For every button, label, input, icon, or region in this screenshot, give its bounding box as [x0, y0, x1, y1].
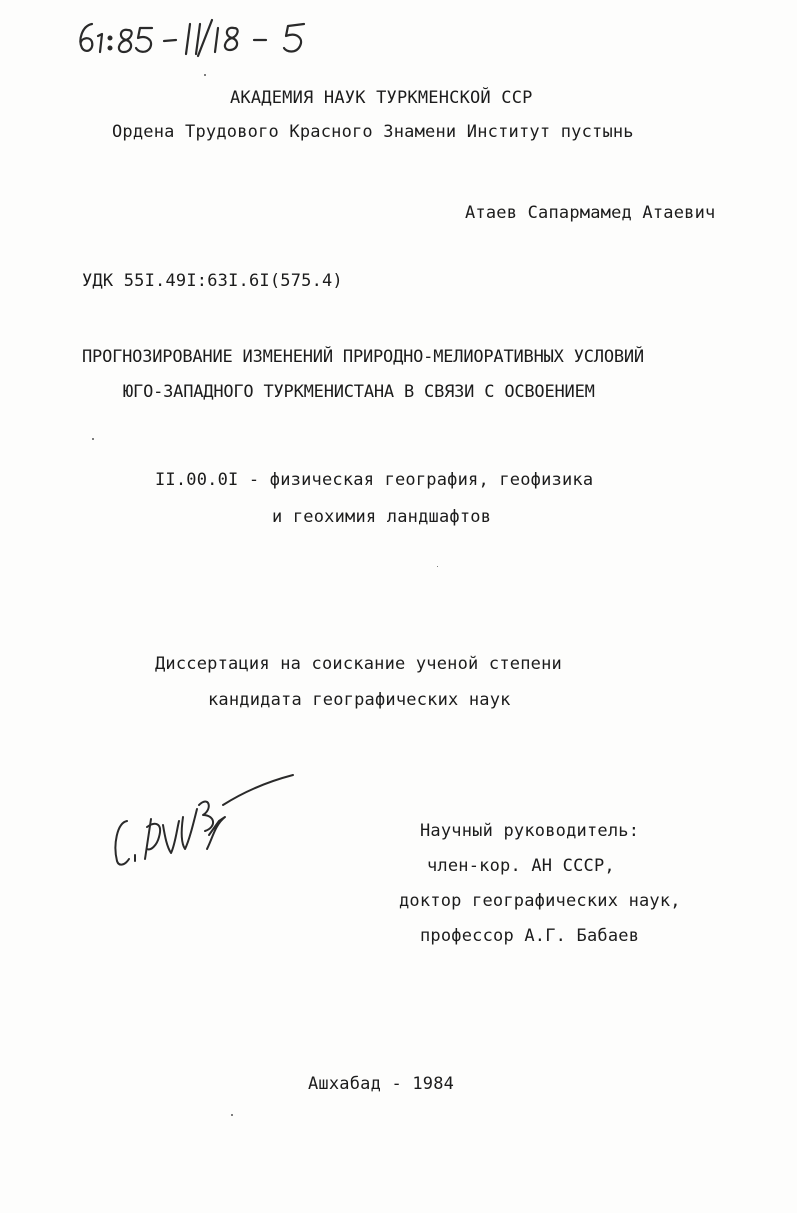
degree-line-2: кандидата географических наук	[208, 690, 511, 710]
specialty-line-1: II.00.0I - физическая география, геофизика	[155, 470, 594, 490]
institute-name: Ордена Трудового Красного Знамени Институт пустынь	[112, 122, 634, 142]
author-signature	[105, 765, 305, 875]
speck	[437, 566, 438, 567]
speck	[92, 438, 94, 440]
academy-name: АКАДЕМИЯ НАУК ТУРКМЕНСКОЙ ССР	[230, 88, 533, 108]
place-and-year: Ашхабад - 1984	[308, 1074, 455, 1094]
specialty-line-2: и геохимия ландшафтов	[272, 507, 492, 527]
degree-line-1: Диссертация на соискание ученой степени	[155, 654, 562, 674]
dissertation-title-line-2: ЮГО-ЗАПАДНОГО ТУРКМЕНИСТАНА В СВЯЗИ С ОСВОЕНИЕМ	[123, 382, 595, 402]
speck	[204, 74, 206, 76]
handwritten-archive-mark	[72, 10, 352, 60]
dissertation-title-line-1: ПРОГНОЗИРОВАНИЕ ИЗМЕНЕНИЙ ПРИРОДНО-МЕЛИОРАТИВНЫХ УСЛОВИЙ	[82, 347, 644, 367]
author-name: Атаев Сапармамед Атаевич	[465, 203, 716, 223]
supervisor-name: профессор А.Г. Бабаев	[420, 926, 640, 946]
udk-code: УДК 55I.49I:63I.6I(575.4)	[82, 271, 343, 291]
supervisor-degree: доктор географических наук,	[399, 891, 681, 911]
speck	[231, 1114, 233, 1116]
supervisor-heading: Научный руководитель:	[420, 821, 640, 841]
supervisor-rank: член-кор. АН СССР,	[427, 856, 615, 876]
